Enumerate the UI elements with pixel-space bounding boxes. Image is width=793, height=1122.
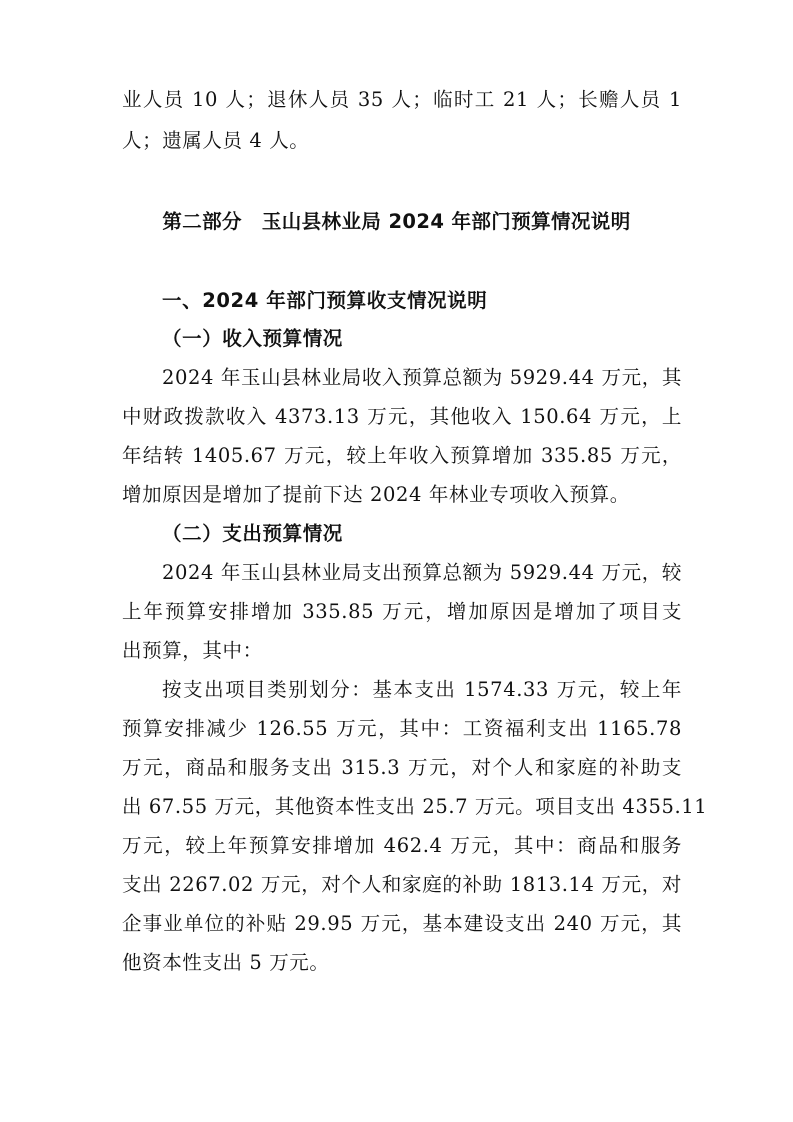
category-line-2: 预算安排减少 126.55 万元，其中：工资福利支出 1165.78: [122, 717, 682, 740]
part-title: 第二部分 玉山县林业局 2024 年部门预算情况说明: [162, 210, 631, 233]
category-line-4: 出 67.55 万元，其他资本性支出 25.7 万元。项目支出 4355.11: [122, 795, 708, 818]
expense-line-1: 2024 年玉山县林业局支出预算总额为 5929.44 万元，较: [162, 561, 682, 584]
intro-line-2: 人；遗属人员 4 人。: [122, 129, 310, 152]
category-line-1: 按支出项目类别划分：基本支出 1574.33 万元，较上年: [162, 678, 682, 701]
income-heading: （一）收入预算情况: [162, 327, 343, 350]
income-line-3: 年结转 1405.67 万元，较上年收入预算增加 335.85 万元，: [122, 444, 682, 467]
income-line-2: 中财政拨款收入 4373.13 万元，其他收入 150.64 万元，上: [122, 405, 682, 428]
income-line-4: 增加原因是增加了提前下达 2024 年林业专项收入预算。: [122, 483, 630, 506]
expense-line-3: 出预算，其中：: [122, 639, 263, 662]
section-heading-budget: 一、2024 年部门预算收支情况说明: [162, 289, 488, 312]
category-line-8: 他资本性支出 5 万元。: [122, 951, 330, 974]
category-line-3: 万元，商品和服务支出 315.3 万元，对个人和家庭的补助支: [122, 756, 682, 779]
expense-heading: （二）支出预算情况: [162, 522, 343, 545]
expense-line-2: 上年预算安排增加 335.85 万元，增加原因是增加了项目支: [122, 600, 682, 623]
category-line-5: 万元，较上年预算安排增加 462.4 万元，其中：商品和服务: [122, 834, 682, 857]
category-line-7: 企事业单位的补贴 29.95 万元，基本建设支出 240 万元，其: [122, 912, 682, 935]
income-line-1: 2024 年玉山县林业局收入预算总额为 5929.44 万元，其: [162, 366, 682, 389]
intro-line-1: 业人员 10 人；退休人员 35 人；临时工 21 人；长赡人员 1: [122, 88, 682, 111]
category-line-6: 支出 2267.02 万元，对个人和家庭的补助 1813.14 万元，对: [122, 873, 682, 896]
